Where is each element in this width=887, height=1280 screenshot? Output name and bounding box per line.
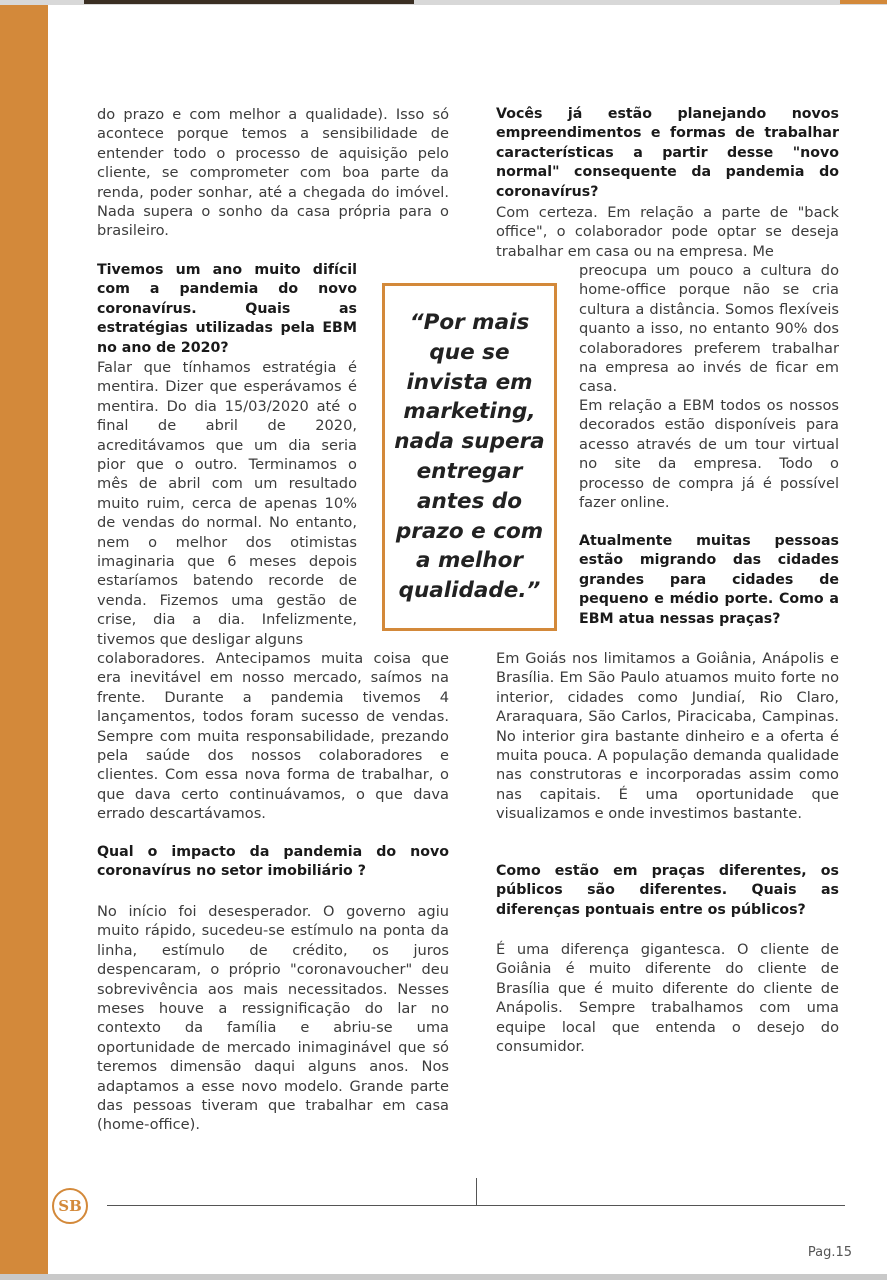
page-number: Pag.15 [807, 1245, 852, 1260]
col2-question-1: Vocês já estão planejando novos empreendimentos e formas de trabalhar características a partir desse "novo normal" consequente da pandemia do coronavírus? [496, 106, 839, 200]
pull-quote-text: “Por mais que se invista em marketing, nada supera entregar antes do prazo e com a melhor qualidade.” [394, 310, 545, 604]
col2-paragraph-1b: preocupa um pouco a cultura do home-office porque não se cria cultura a distância. Somos flexíveis quanto a isso, no entanto 90% dos colaboradores preferem trabalhar na empresa ao invés de ficar em casa. [579, 262, 839, 396]
col2-paragraph-2: Em relação a EBM todos os nossos decorados estão disponíveis para acesso através de um tour virtual no site da empresa. Todo o processo de compra já é possível fazer online. [579, 397, 839, 512]
bottom-edge [0, 1274, 887, 1280]
sb-logo: SB [52, 1188, 88, 1224]
left-accent-strip [0, 5, 48, 1275]
top-right-accent [840, 0, 887, 4]
footer-rule [107, 1205, 845, 1206]
col1-question-1: Tivemos um ano muito difícil com a pandemia do novo coronavírus. Quais as estratégias utilizadas pela EBM no ano de 2020? [97, 262, 357, 356]
col2-paragraph-3: Em Goiás nos limitamos a Goiânia, Anápolis e Brasília. Em São Paulo atuamos muito forte no interior, cidades como Jundiaí, Rio Claro, Araraquara, São Carlos, Piracicaba, Campinas. No interior gira bastante dinheiro e a oferta é muita pouca. A população demanda qualidade nas construtoras e incorporadas assim como nas capitais. É uma oportunidade que visualizamos e onde investimos bastante. [496, 650, 839, 823]
top-image-edge [84, 0, 414, 4]
col2-question-2: Atualmente muitas pessoas estão migrando das cidades grandes para cidades de pequeno e médio porte. Como a EBM atua nessas praças? [579, 533, 839, 627]
col2-paragraph-4: É uma diferença gigantesca. O cliente de Goiânia é muito diferente do cliente de Brasília que é muito diferente do cliente de Anápolis. Sempre trabalhamos com uma equipe local que entenda o desejo do consumidor. [496, 941, 839, 1056]
col2-paragraph-1: Com certeza. Em relação a parte de "back office", o colaborador pode optar se deseja trabalhar em casa ou na empresa. Me [496, 204, 839, 260]
pull-quote-box [382, 283, 557, 631]
col1-paragraph-1: do prazo e com melhor a qualidade). Isso só acontece porque temos a sensibilidade de entender todo o processo de aquisição pelo cliente, se comprometer com boa parte da renda, poder sonhar, até a chegada do imóvel. Nada supera o sonho da casa própria para o brasileiro. [97, 106, 449, 240]
col1-paragraph-3: colaboradores. Antecipamos muita coisa que era inevitável em nosso mercado, saímos na frente. Durante a pandemia tivemos 4 lançamentos, todos foram sucesso de vendas. Sempre com muita responsabilidade, prezando pela saúde dos nossos colaboradores e clientes. Com essa nova forma de trabalhar, o que dava certo continuávamos, o que dava errado descartávamos. [97, 650, 449, 823]
col1-question-2: Qual o impacto da pandemia do novo coronavírus no setor imobiliário ? [97, 844, 449, 880]
col1-paragraph-4: No início foi desesperador. O governo agiu muito rápido, sucedeu-se estímulo na ponta da linha, estímulo de crédito, os juros despencaram, o próprio "coronavoucher" deu sobrevivência aos mais necessitados. Nesses meses houve a ressignificação do lar no contexto da família e abriu-se uma oportunidade de mercado inimaginável que só teremos dimensão daqui alguns anos. Nos adaptamos a esse novo modelo. Grande parte das pessoas tiveram que trabalhar em casa (home-office). [97, 903, 449, 1134]
footer-divider-tick [476, 1178, 477, 1205]
col1-paragraph-2: Falar que tínhamos estratégia é mentira. Dizer que esperávamos é mentira. Do dia 15/03/2020 até o final de abril de 2020, acreditávamos que um dia seria pior que o outro. Terminamos o mês de abril com um resultado muito ruim, cerca de apenas 10% de vendas do normal. No entanto, nem o melhor dos otimistas imaginaria que 6 meses depois estaríamos batendo recorde de venda. Fizemos uma gestão de crise, dia a dia. Infelizmente, tivemos que desligar alguns [97, 359, 357, 648]
col2-question-3: Como estão em praças diferentes, os públicos são diferentes. Quais as diferenças pontuais entre os públicos? [496, 863, 839, 918]
